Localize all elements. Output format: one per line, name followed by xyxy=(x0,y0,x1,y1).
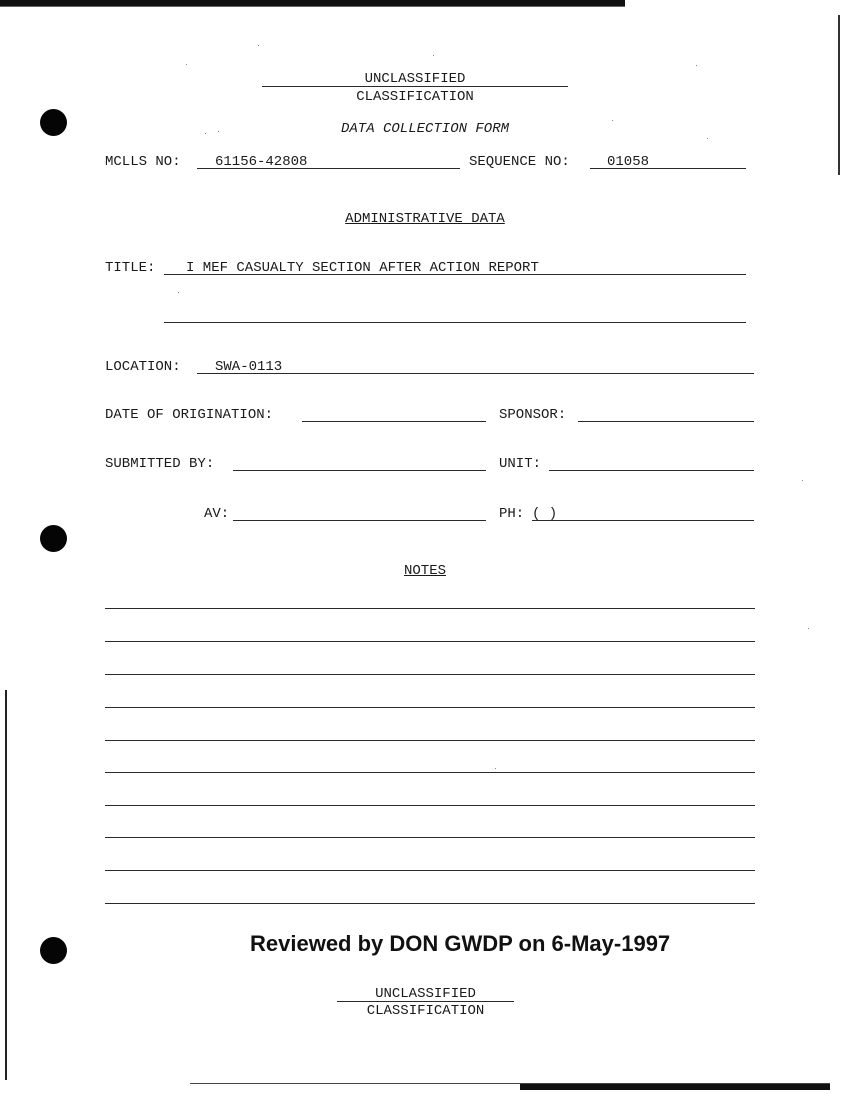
punch-hole-middle xyxy=(40,525,67,552)
classification-label-bottom: CLASSIFICATION xyxy=(366,1003,485,1019)
admin-heading: ADMINISTRATIVE DATA xyxy=(345,211,505,227)
speck xyxy=(612,120,613,121)
speck xyxy=(696,65,697,66)
notes-line xyxy=(105,641,755,642)
av-label: AV: xyxy=(204,506,230,522)
location-value: SWA-0113 xyxy=(215,359,283,375)
title-value: I MEF CASUALTY SECTION AFTER ACTION REPORT xyxy=(186,260,539,276)
review-stamp: Reviewed by DON GWDP on 6-May-1997 xyxy=(250,931,671,956)
notes-line xyxy=(105,772,755,773)
notes-line xyxy=(105,805,755,806)
speck xyxy=(186,64,187,65)
unit-label: UNIT: xyxy=(499,456,542,472)
notes-line xyxy=(105,674,755,675)
ph-underline xyxy=(532,520,754,521)
notes-line xyxy=(105,903,755,904)
ph-value[interactable]: ( ) xyxy=(532,506,558,522)
speck xyxy=(707,138,708,139)
av-underline xyxy=(233,520,486,521)
sponsor-underline xyxy=(578,421,754,422)
speck xyxy=(205,133,206,134)
unit-underline xyxy=(549,470,754,471)
date-label: DATE OF ORIGINATION: xyxy=(105,407,274,423)
speck xyxy=(433,55,434,56)
notes-line xyxy=(105,608,755,609)
scan-edge-left xyxy=(5,690,7,1080)
punch-hole-top xyxy=(40,109,67,136)
speck xyxy=(258,45,259,46)
sequence-label: SEQUENCE NO: xyxy=(469,154,570,170)
sequence-value: 01058 xyxy=(607,154,650,170)
punch-hole-bottom xyxy=(40,937,67,964)
notes-line xyxy=(105,870,755,871)
sponsor-label: SPONSOR: xyxy=(499,407,567,423)
classification-label-top: CLASSIFICATION xyxy=(356,89,474,105)
title-label: TITLE: xyxy=(105,260,156,276)
mclls-value: 61156-42808 xyxy=(215,154,308,170)
location-label: LOCATION: xyxy=(105,359,181,375)
speck xyxy=(808,628,809,629)
scan-edge-top-thin xyxy=(0,6,625,7)
notes-line xyxy=(105,837,755,838)
speck xyxy=(802,480,803,481)
title-second-line xyxy=(164,322,746,323)
notes-heading: NOTES xyxy=(403,563,446,579)
mclls-label: MCLLS NO: xyxy=(105,154,181,170)
scan-edge-right xyxy=(838,15,840,175)
classification-top: UNCLASSIFIED xyxy=(364,71,466,87)
speck xyxy=(218,131,219,132)
classification-bottom: UNCLASSIFIED xyxy=(375,986,476,1002)
form-title: DATA COLLECTION FORM xyxy=(340,121,510,137)
speck xyxy=(178,292,179,293)
date-underline xyxy=(302,421,486,422)
submitted-label: SUBMITTED BY: xyxy=(105,456,215,472)
ph-label: PH: xyxy=(499,506,525,522)
scan-edge-bottom-thick xyxy=(520,1084,830,1090)
notes-line xyxy=(105,707,755,708)
speck xyxy=(495,768,496,769)
notes-line xyxy=(105,740,755,741)
submitted-underline xyxy=(233,470,486,471)
